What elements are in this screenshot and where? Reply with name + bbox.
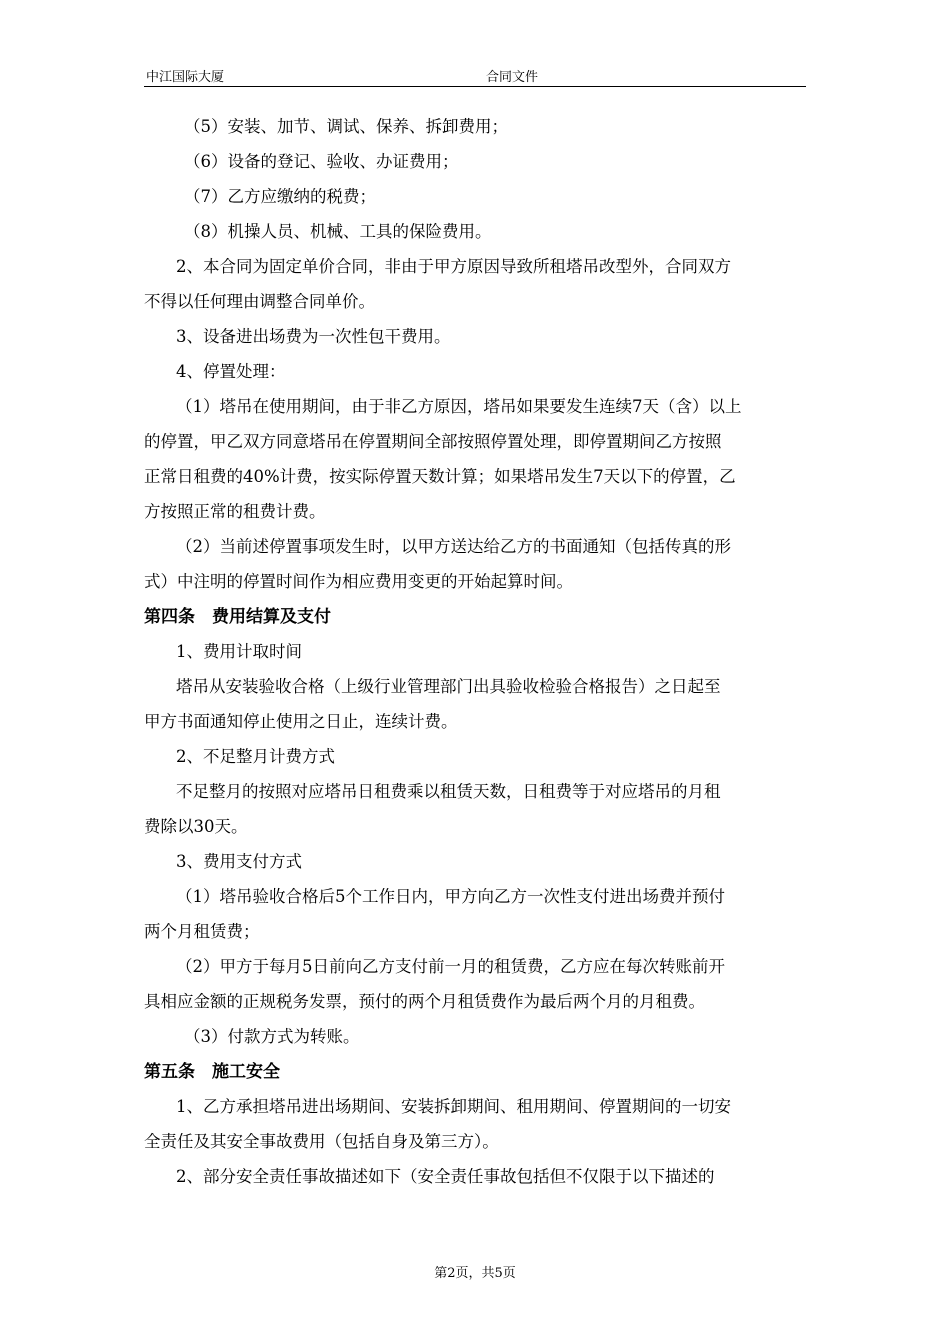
- text-line: 式）中注明的停置时间作为相应费用变更的开始起算时间。: [144, 572, 573, 591]
- text-line: 2、不足整月计费方式: [176, 747, 335, 766]
- text-line: 不得以任何理由调整合同单价。: [144, 292, 375, 311]
- text-line: 正常日租费的40%计费，按实际停置天数计算；如果塔吊发生7天以下的停置，乙: [144, 467, 736, 486]
- text-line: 全责任及其安全事故费用（包括自身及第三方）。: [144, 1132, 499, 1151]
- text-line: （8）机操人员、机械、工具的保险费用。: [184, 222, 492, 241]
- text-line: 塔吊从安装验收合格（上级行业管理部门出具验收检验合格报告）之日起至: [176, 677, 721, 696]
- text-line: （7）乙方应缴纳的税费；: [184, 187, 376, 206]
- text-line: （2）当前述停置事项发生时，以甲方送达给乙方的书面通知（包括传真的形: [176, 537, 731, 556]
- text-line: （1）塔吊在使用期间，由于非乙方原因，塔吊如果要发生连续7天（含）以上: [176, 397, 742, 416]
- text-line: 两个月租赁费；: [144, 922, 260, 941]
- text-line: 1、费用计取时间: [176, 642, 302, 661]
- text-line: （6）设备的登记、验收、办证费用；: [184, 152, 459, 171]
- text-line: 3、设备进出场费为一次性包干费用。: [176, 327, 451, 346]
- page-header: [144, 66, 806, 87]
- page-footer: 第2页，共5页: [434, 1266, 516, 1281]
- text-line: 1、乙方承担塔吊进出场期间、安装拆卸期间、租用期间、停置期间的一切安: [176, 1097, 731, 1116]
- text-line: 的停置，甲乙双方同意塔吊在停置期间全部按照停置处理，即停置期间乙方按照: [144, 432, 722, 451]
- text-line: 费除以30天。: [144, 817, 248, 836]
- text-line: （1）塔吊验收合格后5个工作日内，甲方向乙方一次性支付进出场费并预付: [176, 887, 725, 906]
- text-line: 甲方书面通知停止使用之日止，连续计费。: [144, 712, 458, 731]
- text-line: 2、本合同为固定单价合同，非由于甲方原因导致所租塔吊改型外，合同双方: [176, 257, 731, 276]
- header-doc-type: 合同文件: [486, 70, 539, 85]
- text-line: （5）安装、加节、调试、保养、拆卸费用；: [184, 117, 508, 136]
- text-line: 方按照正常的租费计费。: [144, 502, 326, 521]
- header-company: 中江国际大厦: [146, 70, 225, 85]
- document-body: [144, 113, 808, 1198]
- text-line: 不足整月的按照对应塔吊日租费乘以租赁天数，日租费等于对应塔吊的月租: [176, 782, 721, 801]
- text-line: （2）甲方于每月5日前向乙方支付前一月的租赁费，乙方应在每次转账前开: [176, 957, 725, 976]
- text-line: 2、部分安全责任事故描述如下（安全责任事故包括但不仅限于以下描述的: [176, 1167, 715, 1186]
- text-line: 具相应金额的正规税务发票，预付的两个月租赁费作为最后两个月的月租费。: [144, 992, 705, 1011]
- text-line: 4、停置处理：: [176, 362, 286, 381]
- text-line: 3、费用支付方式: [176, 852, 302, 871]
- section-heading: 第五条 施工安全: [144, 1062, 280, 1082]
- text-line: （3）付款方式为转账。: [184, 1027, 360, 1046]
- section-heading: 第四条 费用结算及支付: [144, 607, 331, 627]
